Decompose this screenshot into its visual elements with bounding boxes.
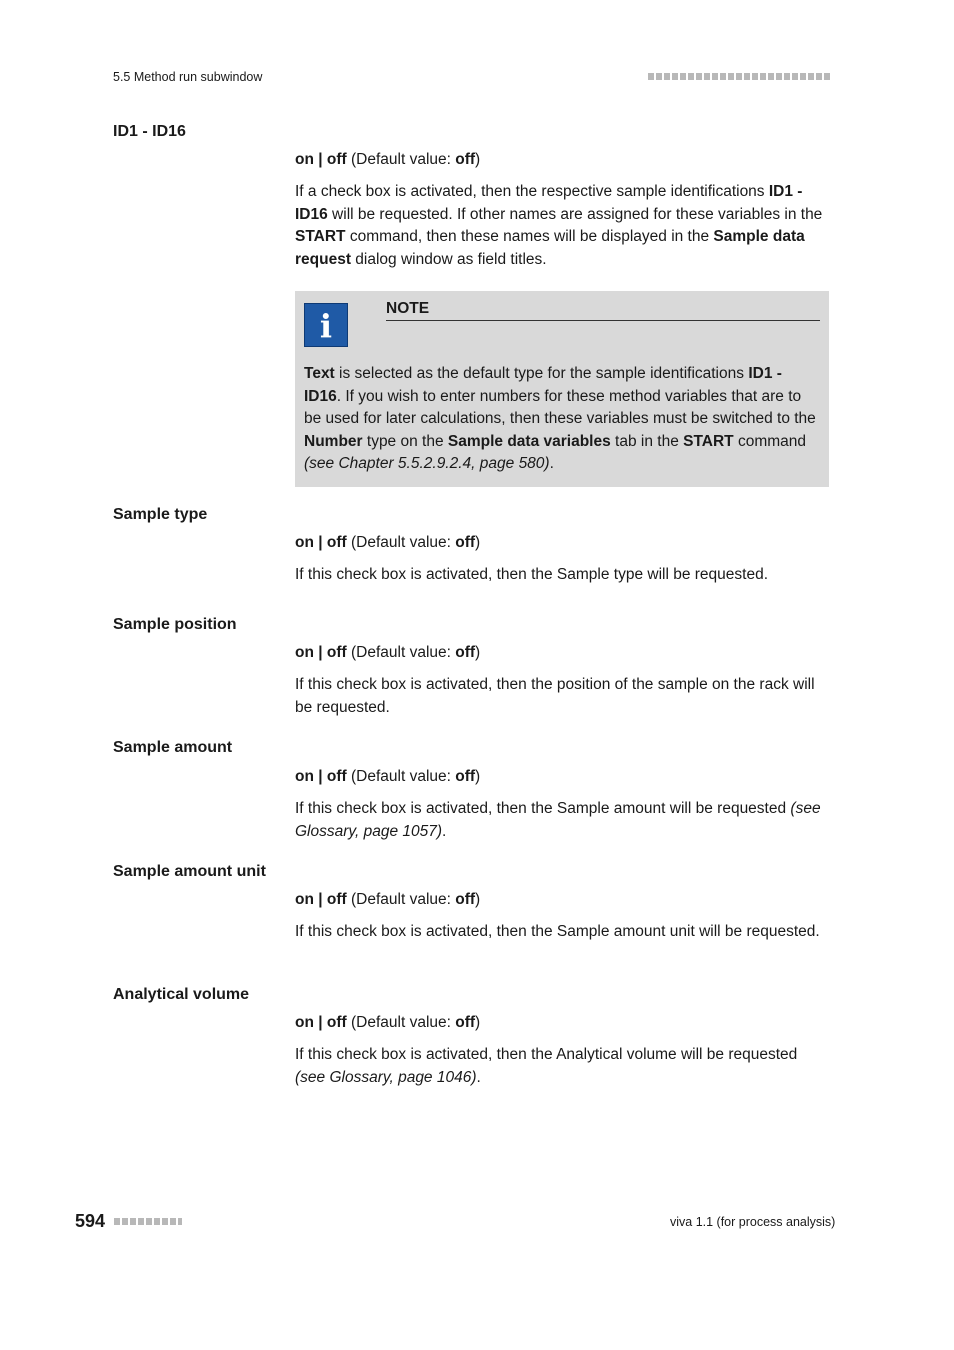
description-id1-id16: If a check box is activated, then the respective sample identifications ID1 - ID16 will be requested. If other names are assigned for these variables in the START command, then these names will be displayed in the Sample data request dialog window as field titles. xyxy=(295,183,823,268)
note-body: Text is selected as the default type for the sample identifications ID1 - ID16. If you wish to enter numbers for these method variables that are to be used for later calculations, then these variables must be switched to the Number type on the Sample data variables tab in the START command (see Chapter 5.5.2.9.2.4, page 580). xyxy=(304,365,816,472)
options-sample-amount: on | off (Default value: off) xyxy=(295,768,481,785)
description-analytical-volume: If this check box is activated, then the Analytical volume will be requested (see Glossary, page 1046). xyxy=(295,1046,798,1086)
page-number: 594 xyxy=(75,1211,106,1231)
term-sample-amount-unit: Sample amount unit xyxy=(113,863,266,880)
options-analytical-volume: on | off (Default value: off) xyxy=(295,1014,481,1031)
description-sample-amount-unit: If this check box is activated, then the Sample amount unit will be requested. xyxy=(295,923,820,940)
options-sample-amount-unit: on | off (Default value: off) xyxy=(295,891,481,908)
chapter-reference: (see Chapter 5.5.2.9.2.4, page 580) xyxy=(304,455,550,472)
info-icon: i xyxy=(304,303,348,347)
term-analytical-volume: Analytical volume xyxy=(113,986,250,1003)
description-sample-type: If this check box is activated, then the Sample type will be requested. xyxy=(295,566,769,583)
term-id1-id16: ID1 - ID16 xyxy=(113,123,186,140)
footer-decoration xyxy=(114,1218,182,1225)
options-sample-type: on | off (Default value: off) xyxy=(295,534,481,551)
running-header: 5.5 Method run subwindow xyxy=(113,70,263,84)
term-sample-amount: Sample amount xyxy=(113,739,233,756)
note-box xyxy=(295,291,829,487)
glossary-reference: (see Glossary, page 1046) xyxy=(295,1068,477,1086)
glossary-reference: (see Glossary, page 1057) xyxy=(295,800,821,840)
options-sample-position: on | off (Default value: off) xyxy=(295,644,481,661)
note-title: NOTE xyxy=(386,300,820,321)
header-decoration xyxy=(648,73,830,80)
running-footer: viva 1.1 (for process analysis) xyxy=(670,1215,836,1229)
options-id1-id16: on | off (Default value: off) xyxy=(295,151,481,168)
description-sample-position: If this check box is activated, then the position of the sample on the rack will be requested. xyxy=(295,676,815,716)
term-sample-type: Sample type xyxy=(113,506,208,523)
term-sample-position: Sample position xyxy=(113,616,237,633)
description-sample-amount: If this check box is activated, then the Sample amount will be requested (see Glossary, page 1057). xyxy=(295,800,821,840)
